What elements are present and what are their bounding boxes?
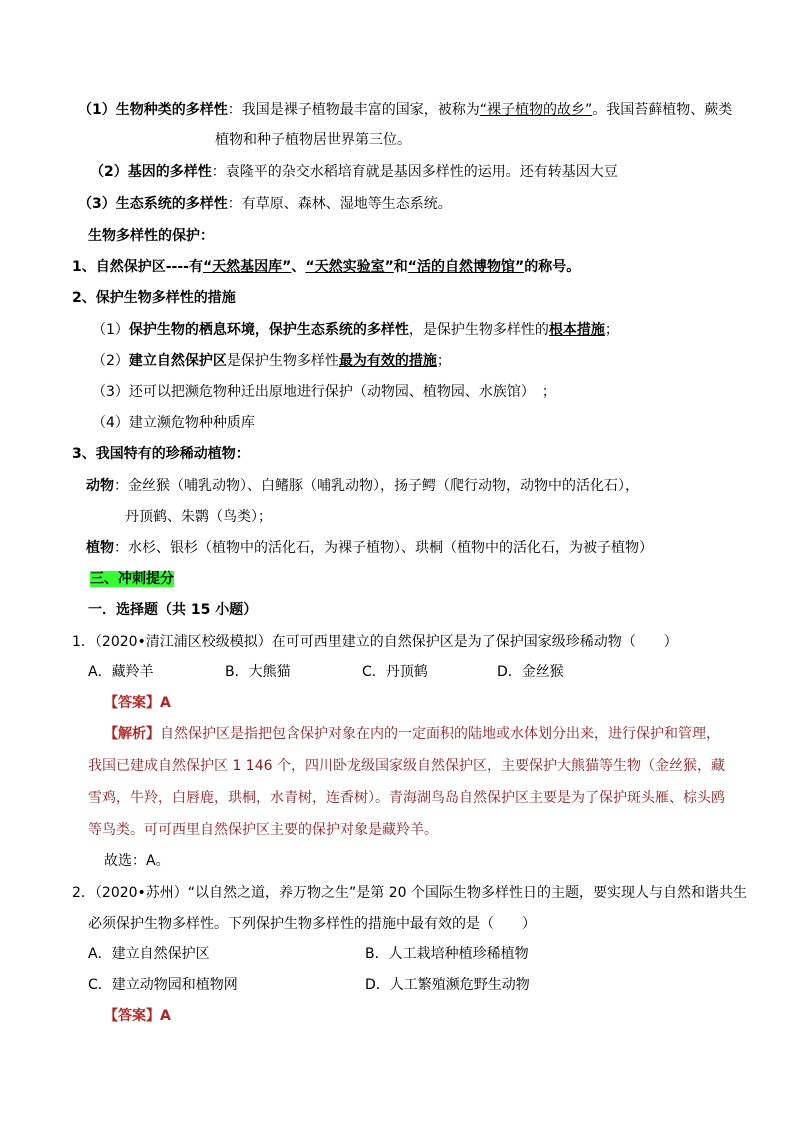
plants-text: ：水杉、银杉（植物中的活化石，为裸子植物）、珙桐（植物中的活化石，为被子植物）: [114, 540, 653, 556]
measure-4: （4）建立濒危物种种质库: [92, 415, 255, 431]
q1-option-c: C．丹顶鹤: [362, 664, 428, 680]
q1-option-a: A．藏羚羊: [88, 664, 154, 680]
m2-num: （2）: [92, 353, 129, 369]
m2-mid: 是保护生物多样性: [226, 353, 339, 369]
q2-option-b: B．人工栽培种植珍稀植物: [365, 946, 529, 962]
protection-heading: 生物多样性的保护：: [88, 228, 214, 244]
m1-key: 根本措施: [548, 322, 605, 338]
q1-explain-2: 我国已建成自然保护区 1 146 个，四川卧龙级国家级自然保护区，主要保护大熊猫等生物（金丝猴，藏: [88, 758, 725, 774]
item3-text: ：有草原、森林、湿地等生态系统。: [227, 196, 452, 212]
item1-text-a: ：我国是裸子植物最丰富的国家，被称为: [227, 102, 480, 118]
p1-c: 和: [393, 259, 408, 275]
q1-explain-4: 等鸟类。可可西里自然保护区主要的保护对象是藏羚羊。: [88, 822, 438, 838]
item1-label: （1）生物种类的多样性: [78, 102, 228, 118]
item1-link: “裸子植物的故乡”: [479, 102, 593, 118]
q2-stem-1: 2．（2020•苏州）“以自然之道，养万物之生”是第 20 个国际生物多样性日的主题，要实现人与自然和谐共生: [72, 885, 748, 901]
q2-answer: 【答案】A: [104, 1008, 171, 1024]
m2-key: 最为有效的措施: [338, 353, 437, 369]
q2-option-c: C．建立动物园和植物网: [88, 977, 238, 993]
q1-choose: 故选：A。: [104, 853, 170, 869]
q2-option-d: D．人工繁殖濒危野生动物: [365, 977, 530, 993]
animals-line2: 丹顶鹤、朱鹮（鸟类）；: [125, 509, 272, 525]
item2-text: ：袁隆平的杂交水稻培育就是基因多样性的运用。还有转基因大豆: [211, 164, 618, 180]
p1-u2: “天然实验室”: [305, 259, 394, 275]
section-highlight-text: 三、冲刺提分: [90, 571, 174, 587]
m1-end: ；: [604, 322, 619, 338]
item3-label: （3）生态系统的多样性: [78, 196, 228, 212]
q1-stem: 1．（2020•清江浦区校级模拟）在可可西里建立的自然保护区是为了保护国家级珍稀动物（ ）: [72, 634, 678, 650]
p1-u1: “天然基因库”: [202, 259, 292, 275]
protection-point-3: 3、我国特有的珍稀动植物：: [72, 446, 250, 462]
p1-a: 1、自然保护区----有: [72, 259, 203, 275]
measure-1: [92, 320, 619, 340]
plants-label: 植物: [86, 540, 114, 556]
q2-option-a: A．建立自然保护区: [88, 946, 210, 962]
m1-bold: 保护生物的栖息环境，保护生态系统的多样性: [128, 322, 409, 338]
animals-line: [86, 476, 639, 496]
m1-num: （1）: [92, 322, 129, 338]
q1-explain-1: [104, 724, 720, 744]
protection-point-2: 2、保护生物多样性的措施: [72, 290, 236, 306]
section-subtitle: 一．选择题（共 15 小题）: [88, 602, 258, 618]
animals-label: 动物: [86, 478, 114, 494]
item2-line: [90, 162, 618, 182]
item1-line2: 植物和种子植物居世界第三位。: [215, 132, 411, 148]
m1-mid: ，是保护生物多样性的: [408, 322, 549, 338]
measure-2: [92, 351, 451, 371]
plants-line: [86, 538, 653, 558]
m2-bold: 建立自然保护区: [128, 353, 227, 369]
item2-label: （2）基因的多样性: [90, 164, 212, 180]
item1-line1: [78, 100, 732, 120]
item1-text-b: 。我国苔藓植物、蕨类: [592, 102, 733, 118]
measure-3: （3）还可以把濒危物种迁出原地进行保护（动物园、植物园、水族馆） ；: [92, 384, 556, 400]
q1-explain-3: 雪鸡，牛羚，白唇鹿，珙桐，水青树，连香树）。青海湖鸟岛自然保护区主要是为了保护斑头雁、棕头鸥: [88, 790, 725, 806]
protection-point-1: [72, 257, 580, 277]
m2-end: ；: [436, 353, 451, 369]
animals-text: ：金丝猴（哺乳动物）、白鳍豚（哺乳动物），扬子鳄（爬行动物，动物中的活化石），: [114, 478, 639, 494]
q2-stem-2: 必须保护生物多样性。下列保护生物多样性的措施中最有效的是（ ）: [88, 916, 536, 932]
q1-option-d: D．金丝猴: [497, 664, 564, 680]
q1-explain-tag: 【解析】: [104, 726, 160, 742]
q1-explain-1-text: 自然保护区是指把包含保护对象在内的一定面积的陆地或水体划分出来，进行保护和管理，: [160, 726, 720, 742]
p1-b: 、: [291, 259, 306, 275]
item3-line: [78, 194, 452, 214]
q1-answer: 【答案】A: [104, 695, 171, 711]
p1-u3: “活的自然博物馆”: [407, 259, 525, 275]
p1-d: 的称号。: [524, 259, 581, 275]
q1-option-b: B．大熊猫: [225, 664, 291, 680]
section-highlight: [90, 569, 174, 589]
